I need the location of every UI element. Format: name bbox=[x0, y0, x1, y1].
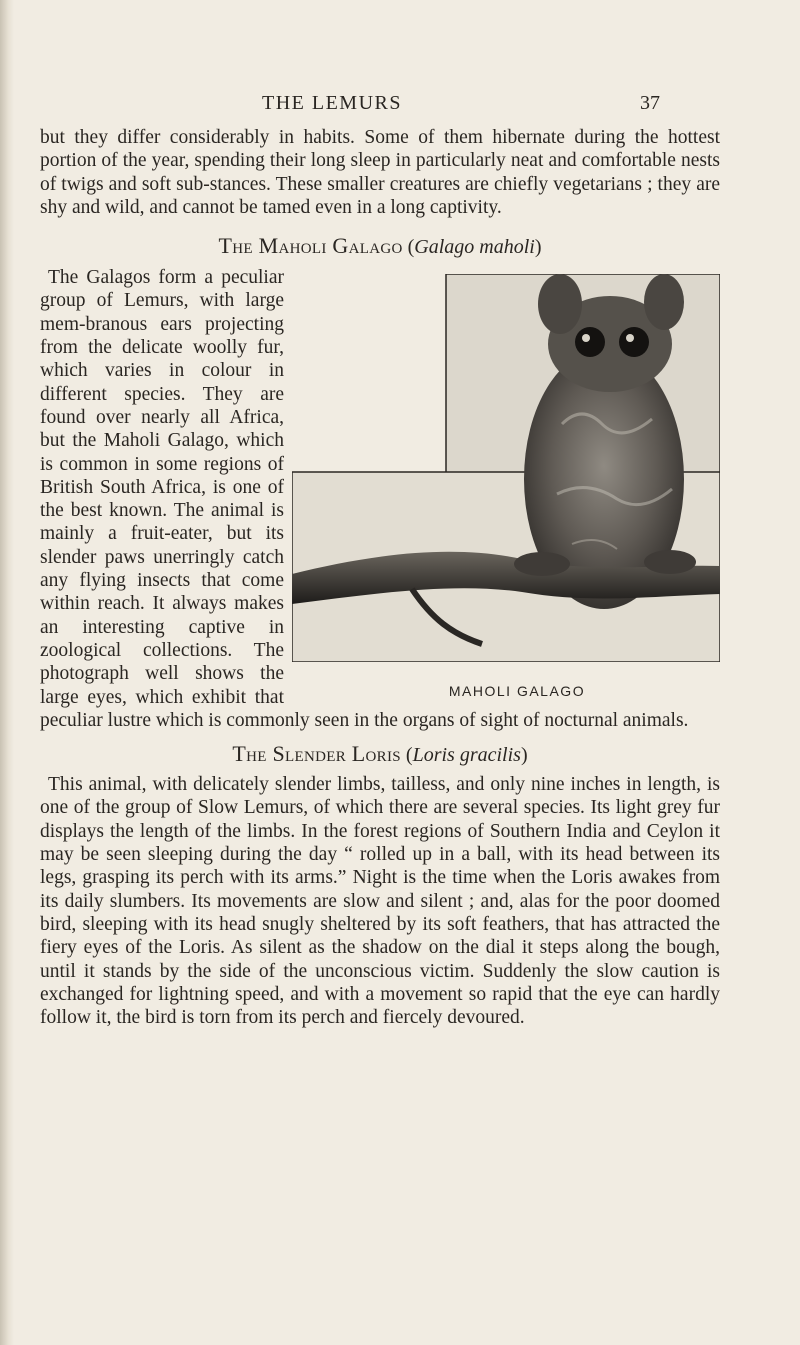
intro-paragraph: but they differ considerably in habits. Some of them hibernate during the hottest portion of the year, spending their long sleep in particularly neat and comfortable nests of twigs and soft sub-stances. These smaller creatures are chiefly vegetarians ; they are shy and wild, and cannot be tamed even in a long captivity. bbox=[40, 127, 720, 218]
loris-paragraph: This animal, with delicately slender limbs, tailless, and only nine inches in length, is one of the group of Slow Lemurs, of which there are several species. Its light grey fur displays the length of the limbs. In the forest regions of Southern India and Ceylon it may be seen sleeping during the day “ rolled up in a ball, with its head between its legs, grasping its perch with its arms.” Night is the time when the Loris awakes from its daily slumbers. Its movements are slow and silent ; and, alas for the poor doomed bird, sleeping with its head snugly sheltered by its soft feathers, that has attracted the fiery eyes of the Loris. As silent as the shadow on the dial it steps along the bough, until it stands by the side of the unconscious victim. Suddenly the slow caution is exchanged for lightning speed, and with a movement so rapid that the eye can hardly follow it, the bird is torn from its perch and fiercely devoured. bbox=[40, 774, 720, 1029]
page-body bbox=[40, 126, 720, 1029]
figure-caption: MAHOLI GALAGO bbox=[448, 683, 586, 700]
running-head: THE LEMURS bbox=[262, 92, 402, 114]
maholi-galago-figure bbox=[292, 274, 720, 703]
maholi-paragraph: The Galagos form a peculiar group of Lemurs, with large mem-branous ears projecting from the delicate woolly fur, which varies in colour in different species. They are found over nearly all Africa, but the Maholi Galago, which is common in some regions of British South Africa, is one of the best known. The animal is mainly a fruit-eater, but its slender paws unerringly catch any flying insects that come within reach. It always makes an interesting captive in zoological collections. The photograph well shows the large eyes, which exhibit that peculiar lustre which is commonly seen in the organs of sight of nocturnal animals. bbox=[40, 267, 689, 731]
section-heading-maholi: The Maholi Galago (Galago maholi) bbox=[218, 233, 542, 259]
loris-heading-common: The Slender Loris bbox=[232, 741, 401, 767]
page-header bbox=[0, 92, 800, 122]
page-binding-edge bbox=[0, 0, 14, 1345]
maholi-heading-latin: Galago maholi bbox=[414, 236, 535, 259]
page-number: 37 bbox=[640, 92, 660, 114]
maholi-heading-common: The Maholi Galago bbox=[218, 233, 403, 259]
maholi-galago-photograph bbox=[292, 274, 720, 662]
section-heading-loris: The Slender Loris (Loris gracilis) bbox=[232, 741, 528, 767]
loris-heading-latin: Loris gracilis bbox=[412, 744, 521, 767]
